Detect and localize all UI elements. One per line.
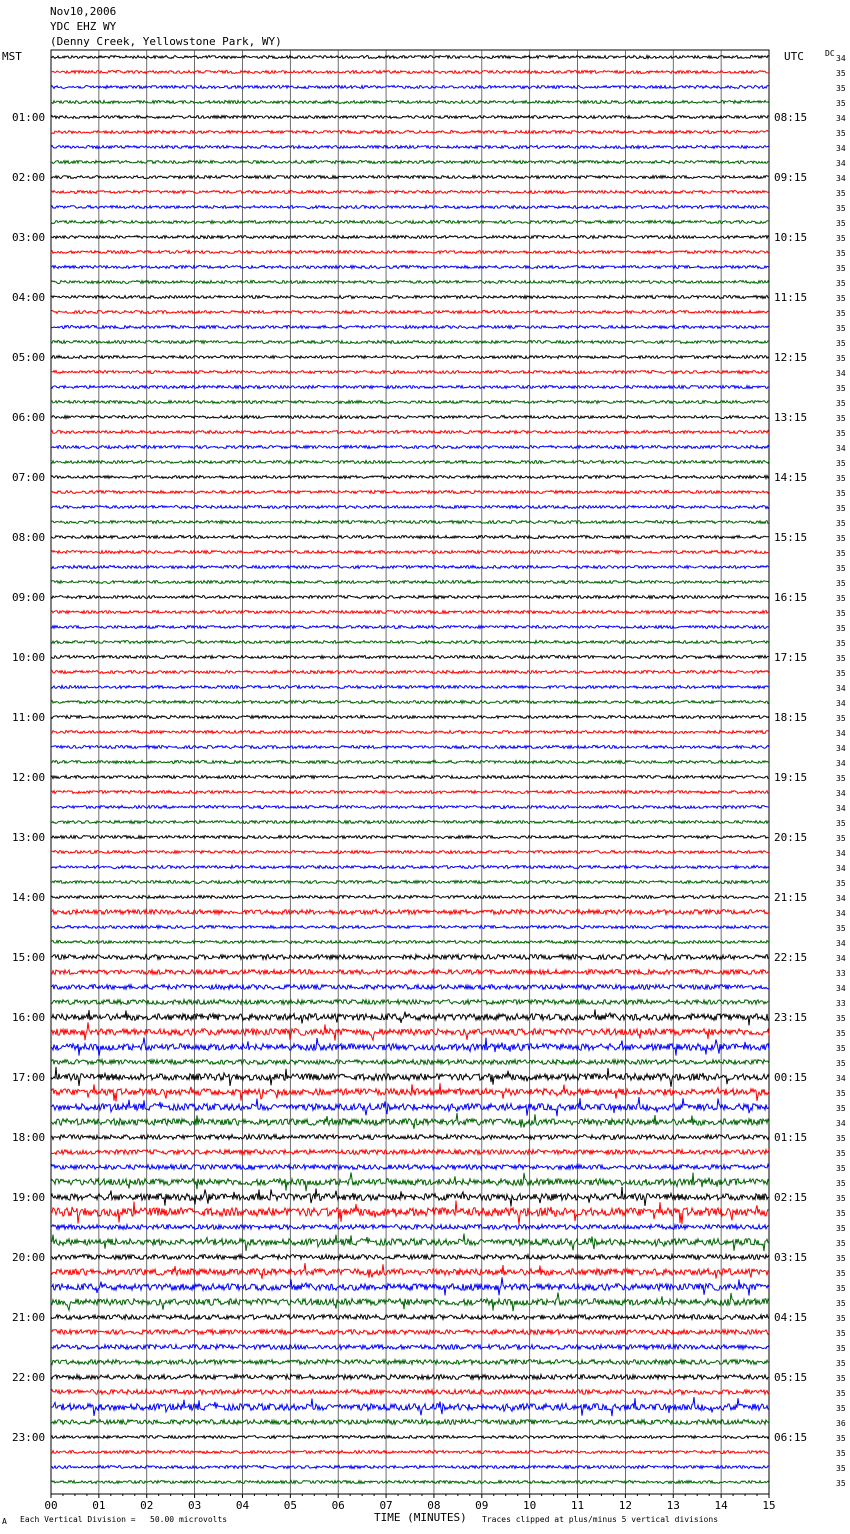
- dc-value: 35: [836, 399, 846, 408]
- dc-value: 35: [836, 549, 846, 558]
- trace-row: [51, 926, 769, 929]
- dc-value: 35: [836, 1389, 846, 1398]
- right-hour-label: 15:15: [774, 531, 808, 544]
- trace-row: [51, 371, 769, 374]
- dc-value: 35: [836, 1479, 846, 1488]
- dc-value: 35: [836, 834, 846, 843]
- dc-value: 34: [836, 804, 846, 813]
- x-tick-label: 14: [714, 1499, 728, 1512]
- dc-value: 35: [836, 879, 846, 888]
- dc-value: 34: [836, 849, 846, 858]
- trace-row: [51, 1067, 769, 1087]
- trace-row: [51, 356, 769, 359]
- trace-row: [51, 656, 769, 659]
- trace-row: [51, 716, 769, 719]
- left-hour-label: 02:00: [12, 171, 46, 184]
- dc-value: 34: [836, 864, 846, 873]
- trace-row: [51, 821, 769, 824]
- trace-row: [51, 56, 769, 59]
- dc-value: 35: [836, 234, 846, 243]
- trace-row: [51, 461, 769, 464]
- trace-row: [51, 191, 769, 194]
- dc-value: 35: [836, 1149, 846, 1158]
- x-tick-label: 01: [92, 1499, 106, 1512]
- dc-value: 35: [836, 474, 846, 483]
- right-hour-label: 00:15: [774, 1071, 808, 1084]
- dc-value: 35: [836, 1314, 846, 1323]
- trace-row: [51, 1037, 769, 1056]
- trace-row: [51, 1150, 769, 1155]
- left-hour-label: 03:00: [12, 231, 46, 244]
- trace-row: [51, 1113, 769, 1129]
- trace-row: [51, 1345, 769, 1350]
- trace-row: [51, 536, 769, 539]
- trace-row: [51, 116, 769, 119]
- trace-row: [51, 296, 769, 299]
- trace-row: [51, 566, 769, 569]
- corner-mark: A: [2, 1517, 7, 1526]
- trace-row: [51, 71, 769, 74]
- trace-row: [51, 1263, 769, 1279]
- x-tick-label: 15: [762, 1499, 776, 1512]
- right-hour-label: 19:15: [774, 771, 808, 784]
- dc-value: 35: [836, 1359, 846, 1368]
- left-hour-label: 16:00: [12, 1011, 46, 1024]
- dc-value: 35: [836, 714, 846, 723]
- left-hour-label: 11:00: [12, 711, 46, 724]
- dc-value: 35: [836, 84, 846, 93]
- right-timezone-label: UTC: [784, 50, 804, 63]
- x-tick-label: 04: [235, 1499, 250, 1512]
- left-hour-label: 09:00: [12, 591, 46, 604]
- trace-row: [51, 1466, 769, 1469]
- dc-value: 35: [836, 1344, 846, 1353]
- trace-row: [51, 551, 769, 554]
- left-timezone-label: MST: [2, 50, 22, 63]
- trace-row: [51, 1097, 769, 1116]
- dc-value: 35: [836, 1194, 846, 1203]
- dc-value: 34: [836, 1074, 846, 1083]
- dc-value: 35: [836, 1209, 846, 1218]
- left-hour-label: 20:00: [12, 1251, 46, 1264]
- trace-row: [51, 851, 769, 854]
- dc-value: 35: [836, 1404, 846, 1413]
- x-tick-label: 12: [618, 1499, 633, 1512]
- trace-row: [51, 251, 769, 254]
- dc-value: 35: [836, 219, 846, 228]
- x-tick-label: 03: [187, 1499, 202, 1512]
- trace-row: [51, 686, 769, 689]
- dc-value: 35: [836, 1449, 846, 1458]
- dc-value: 35: [836, 1179, 846, 1188]
- dc-value: 35: [836, 69, 846, 78]
- x-tick-label: 11: [570, 1499, 585, 1512]
- dc-value: 35: [836, 1374, 846, 1383]
- dc-value: 35: [836, 279, 846, 288]
- dc-value: 35: [836, 594, 846, 603]
- right-hour-label: 01:15: [774, 1131, 808, 1144]
- trace-row: [51, 146, 769, 149]
- dc-value: 34: [836, 789, 846, 798]
- trace-row: [51, 611, 769, 614]
- dc-value: 35: [836, 654, 846, 663]
- dc-value: 34: [836, 444, 846, 453]
- dc-value: 35: [836, 414, 846, 423]
- trace-row: [51, 836, 769, 839]
- dc-value: 35: [836, 384, 846, 393]
- left-hour-label: 01:00: [12, 111, 46, 124]
- trace-row: [51, 326, 769, 329]
- dc-value: 35: [836, 1254, 846, 1263]
- trace-row: [51, 341, 769, 344]
- left-hour-label: 14:00: [12, 891, 46, 904]
- dc-value: 33: [836, 999, 846, 1008]
- dc-value: 35: [836, 564, 846, 573]
- trace-row: [51, 970, 769, 975]
- dc-value: 35: [836, 324, 846, 333]
- trace-row: [51, 86, 769, 89]
- right-hour-label: 10:15: [774, 231, 808, 244]
- dc-value: 35: [836, 1299, 846, 1308]
- station-location: (Denny Creek, Yellowstone Park, WY): [50, 35, 282, 48]
- dc-value: 35: [836, 579, 846, 588]
- trace-row: [51, 866, 769, 869]
- trace-row: [51, 985, 769, 990]
- dc-value: 35: [836, 669, 846, 678]
- x-tick-label: 02: [140, 1499, 154, 1512]
- trace-row: [51, 1390, 769, 1395]
- dc-value: 35: [836, 249, 846, 258]
- dc-value: 34: [836, 894, 846, 903]
- right-hour-label: 05:15: [774, 1371, 808, 1384]
- dc-value: 34: [836, 114, 846, 123]
- dc-value: 35: [836, 1044, 846, 1053]
- trace-row: [51, 1292, 769, 1311]
- left-hour-label: 05:00: [12, 351, 46, 364]
- dc-value: 35: [836, 519, 846, 528]
- dc-label: DC: [825, 49, 835, 58]
- dc-value: 35: [836, 1284, 846, 1293]
- dc-value: 35: [836, 1164, 846, 1173]
- trace-row: [51, 521, 769, 524]
- trace-row: [51, 955, 769, 960]
- right-hour-label: 12:15: [774, 351, 808, 364]
- trace-row: [51, 806, 769, 809]
- left-hour-label: 12:00: [12, 771, 46, 784]
- right-hour-label: 09:15: [774, 171, 808, 184]
- left-hour-label: 21:00: [12, 1311, 46, 1324]
- trace-row: [51, 1060, 769, 1065]
- dc-value: 34: [836, 144, 846, 153]
- x-tick-label: 05: [283, 1499, 297, 1512]
- trace-row: [51, 581, 769, 584]
- right-hour-label: 08:15: [774, 111, 808, 124]
- right-hour-label: 16:15: [774, 591, 808, 604]
- trace-row: [51, 896, 769, 899]
- dc-value: 34: [836, 159, 846, 168]
- left-hour-label: 23:00: [12, 1431, 46, 1444]
- dc-value: 35: [836, 1134, 846, 1143]
- left-hour-label: 07:00: [12, 471, 46, 484]
- left-hour-label: 13:00: [12, 831, 46, 844]
- dc-value: 34: [836, 729, 846, 738]
- dc-value: 34: [836, 369, 846, 378]
- trace-row: [51, 1420, 769, 1425]
- trace-row: [51, 776, 769, 779]
- x-tick-label: 10: [523, 1499, 537, 1512]
- trace-row: [51, 1187, 769, 1206]
- x-tick-label: 08: [427, 1499, 441, 1512]
- trace-row: [51, 701, 769, 704]
- x-tick-label: 09: [475, 1499, 489, 1512]
- dc-value: 35: [836, 429, 846, 438]
- trace-row: [51, 1277, 769, 1295]
- dc-value: 35: [836, 489, 846, 498]
- left-hour-label: 22:00: [12, 1371, 46, 1384]
- dc-value: 35: [836, 1224, 846, 1233]
- dc-value: 35: [836, 639, 846, 648]
- right-hour-label: 22:15: [774, 951, 808, 964]
- trace-row: [51, 1436, 769, 1439]
- dc-value: 33: [836, 969, 846, 978]
- dc-value: 35: [836, 1014, 846, 1023]
- right-hour-label: 04:15: [774, 1311, 808, 1324]
- dc-value: 34: [836, 174, 846, 183]
- trace-row: [51, 1397, 769, 1416]
- dc-value: 35: [836, 609, 846, 618]
- dc-value: 35: [836, 1059, 846, 1068]
- x-tick-label: 07: [379, 1499, 393, 1512]
- trace-row: [51, 1009, 769, 1025]
- dc-value: 35: [836, 1104, 846, 1113]
- dc-value: 35: [836, 924, 846, 933]
- trace-row: [51, 941, 769, 944]
- dc-value: 34: [836, 699, 846, 708]
- trace-row: [51, 1201, 769, 1225]
- left-hour-label: 17:00: [12, 1071, 46, 1084]
- dc-value: 34: [836, 759, 846, 768]
- right-hour-label: 11:15: [774, 291, 808, 304]
- trace-row: [51, 1083, 769, 1101]
- dc-value: 35: [836, 354, 846, 363]
- dc-value: 35: [836, 1329, 846, 1338]
- right-hour-label: 14:15: [774, 471, 808, 484]
- trace-row: [51, 1000, 769, 1005]
- station-code: YDC EHZ WY: [50, 20, 117, 33]
- trace-row: [51, 1234, 769, 1252]
- dc-value: 35: [836, 309, 846, 318]
- trace-row: [51, 311, 769, 314]
- trace-row: [51, 386, 769, 389]
- right-hour-label: 03:15: [774, 1251, 808, 1264]
- right-hour-label: 17:15: [774, 651, 808, 664]
- trace-row: [51, 731, 769, 734]
- trace-row: [51, 476, 769, 479]
- scale-note: Each Vertical Division = 50.00 microvolts: [20, 1515, 228, 1524]
- trace-row: [51, 761, 769, 764]
- left-hour-label: 10:00: [12, 651, 46, 664]
- trace-row: [51, 1135, 769, 1140]
- right-hour-label: 21:15: [774, 891, 808, 904]
- clip-note: Traces clipped at plus/minus 5 vertical divisions: [482, 1515, 719, 1524]
- trace-row: [51, 281, 769, 284]
- dc-value: 35: [836, 294, 846, 303]
- dc-value: 36: [836, 1419, 846, 1428]
- trace-row: [51, 221, 769, 224]
- trace-row: [51, 1315, 769, 1320]
- right-hour-label: 18:15: [774, 711, 808, 724]
- dc-value: 35: [836, 534, 846, 543]
- trace-row: [51, 1255, 769, 1260]
- dc-value: 34: [836, 684, 846, 693]
- right-hour-label: 13:15: [774, 411, 808, 424]
- trace-row: [51, 596, 769, 599]
- dc-value: 35: [836, 1269, 846, 1278]
- trace-row: [51, 161, 769, 164]
- left-hour-label: 06:00: [12, 411, 46, 424]
- trace-row: [51, 176, 769, 179]
- trace-row: [51, 131, 769, 134]
- dc-value: 35: [836, 339, 846, 348]
- dc-value: 35: [836, 774, 846, 783]
- dc-value: 35: [836, 1029, 846, 1038]
- trace-row: [51, 641, 769, 644]
- trace-row: [51, 1481, 769, 1484]
- trace-row: [51, 626, 769, 629]
- left-hour-label: 04:00: [12, 291, 46, 304]
- left-hour-label: 15:00: [12, 951, 46, 964]
- left-hour-label: 08:00: [12, 531, 46, 544]
- trace-row: [51, 1375, 769, 1380]
- dc-value: 35: [836, 1464, 846, 1473]
- trace-row: [51, 491, 769, 494]
- dc-value: 35: [836, 204, 846, 213]
- dc-value: 35: [836, 1434, 846, 1443]
- trace-row: [51, 881, 769, 884]
- dc-value: 35: [836, 99, 846, 108]
- trace-row: [51, 746, 769, 749]
- trace-row: [51, 101, 769, 104]
- x-tick-label: 06: [331, 1499, 345, 1512]
- dc-value: 34: [836, 954, 846, 963]
- dc-value: 34: [836, 54, 846, 63]
- trace-row: [51, 1330, 769, 1335]
- right-hour-label: 06:15: [774, 1431, 808, 1444]
- left-hour-label: 18:00: [12, 1131, 46, 1144]
- dc-value: 35: [836, 264, 846, 273]
- dc-value: 35: [836, 624, 846, 633]
- trace-row: [51, 506, 769, 509]
- trace-row: [51, 266, 769, 269]
- dc-value: 35: [836, 189, 846, 198]
- dc-value: 34: [836, 939, 846, 948]
- dc-value: 35: [836, 819, 846, 828]
- trace-row: [51, 1225, 769, 1230]
- dc-value: 35: [836, 504, 846, 513]
- trace-row: [51, 1165, 769, 1170]
- dc-value: 34: [836, 909, 846, 918]
- dc-value: 35: [836, 459, 846, 468]
- trace-row: [51, 236, 769, 239]
- right-hour-label: 20:15: [774, 831, 808, 844]
- plot-date: Nov10,2006: [50, 5, 117, 18]
- x-axis-title: TIME (MINUTES): [374, 1511, 467, 1524]
- x-tick-label: 00: [44, 1499, 58, 1512]
- dc-value: 34: [836, 984, 846, 993]
- trace-row: [51, 206, 769, 209]
- right-hour-label: 23:15: [774, 1011, 808, 1024]
- dc-value: 35: [836, 1089, 846, 1098]
- trace-row: [51, 446, 769, 449]
- trace-row: [51, 671, 769, 674]
- trace-row: [51, 1451, 769, 1454]
- right-hour-label: 02:15: [774, 1191, 808, 1204]
- trace-row: [51, 910, 769, 915]
- trace-row: [51, 431, 769, 434]
- dc-value: 35: [836, 1239, 846, 1248]
- dc-value: 35: [836, 129, 846, 138]
- x-tick-label: 13: [666, 1499, 680, 1512]
- trace-row: [51, 1360, 769, 1365]
- trace-row: [51, 791, 769, 794]
- trace-row: [51, 401, 769, 404]
- left-hour-label: 19:00: [12, 1191, 46, 1204]
- dc-value: 34: [836, 744, 846, 753]
- dc-value: 34: [836, 1119, 846, 1128]
- trace-row: [51, 1022, 769, 1040]
- trace-row: [51, 1172, 769, 1191]
- trace-row: [51, 416, 769, 419]
